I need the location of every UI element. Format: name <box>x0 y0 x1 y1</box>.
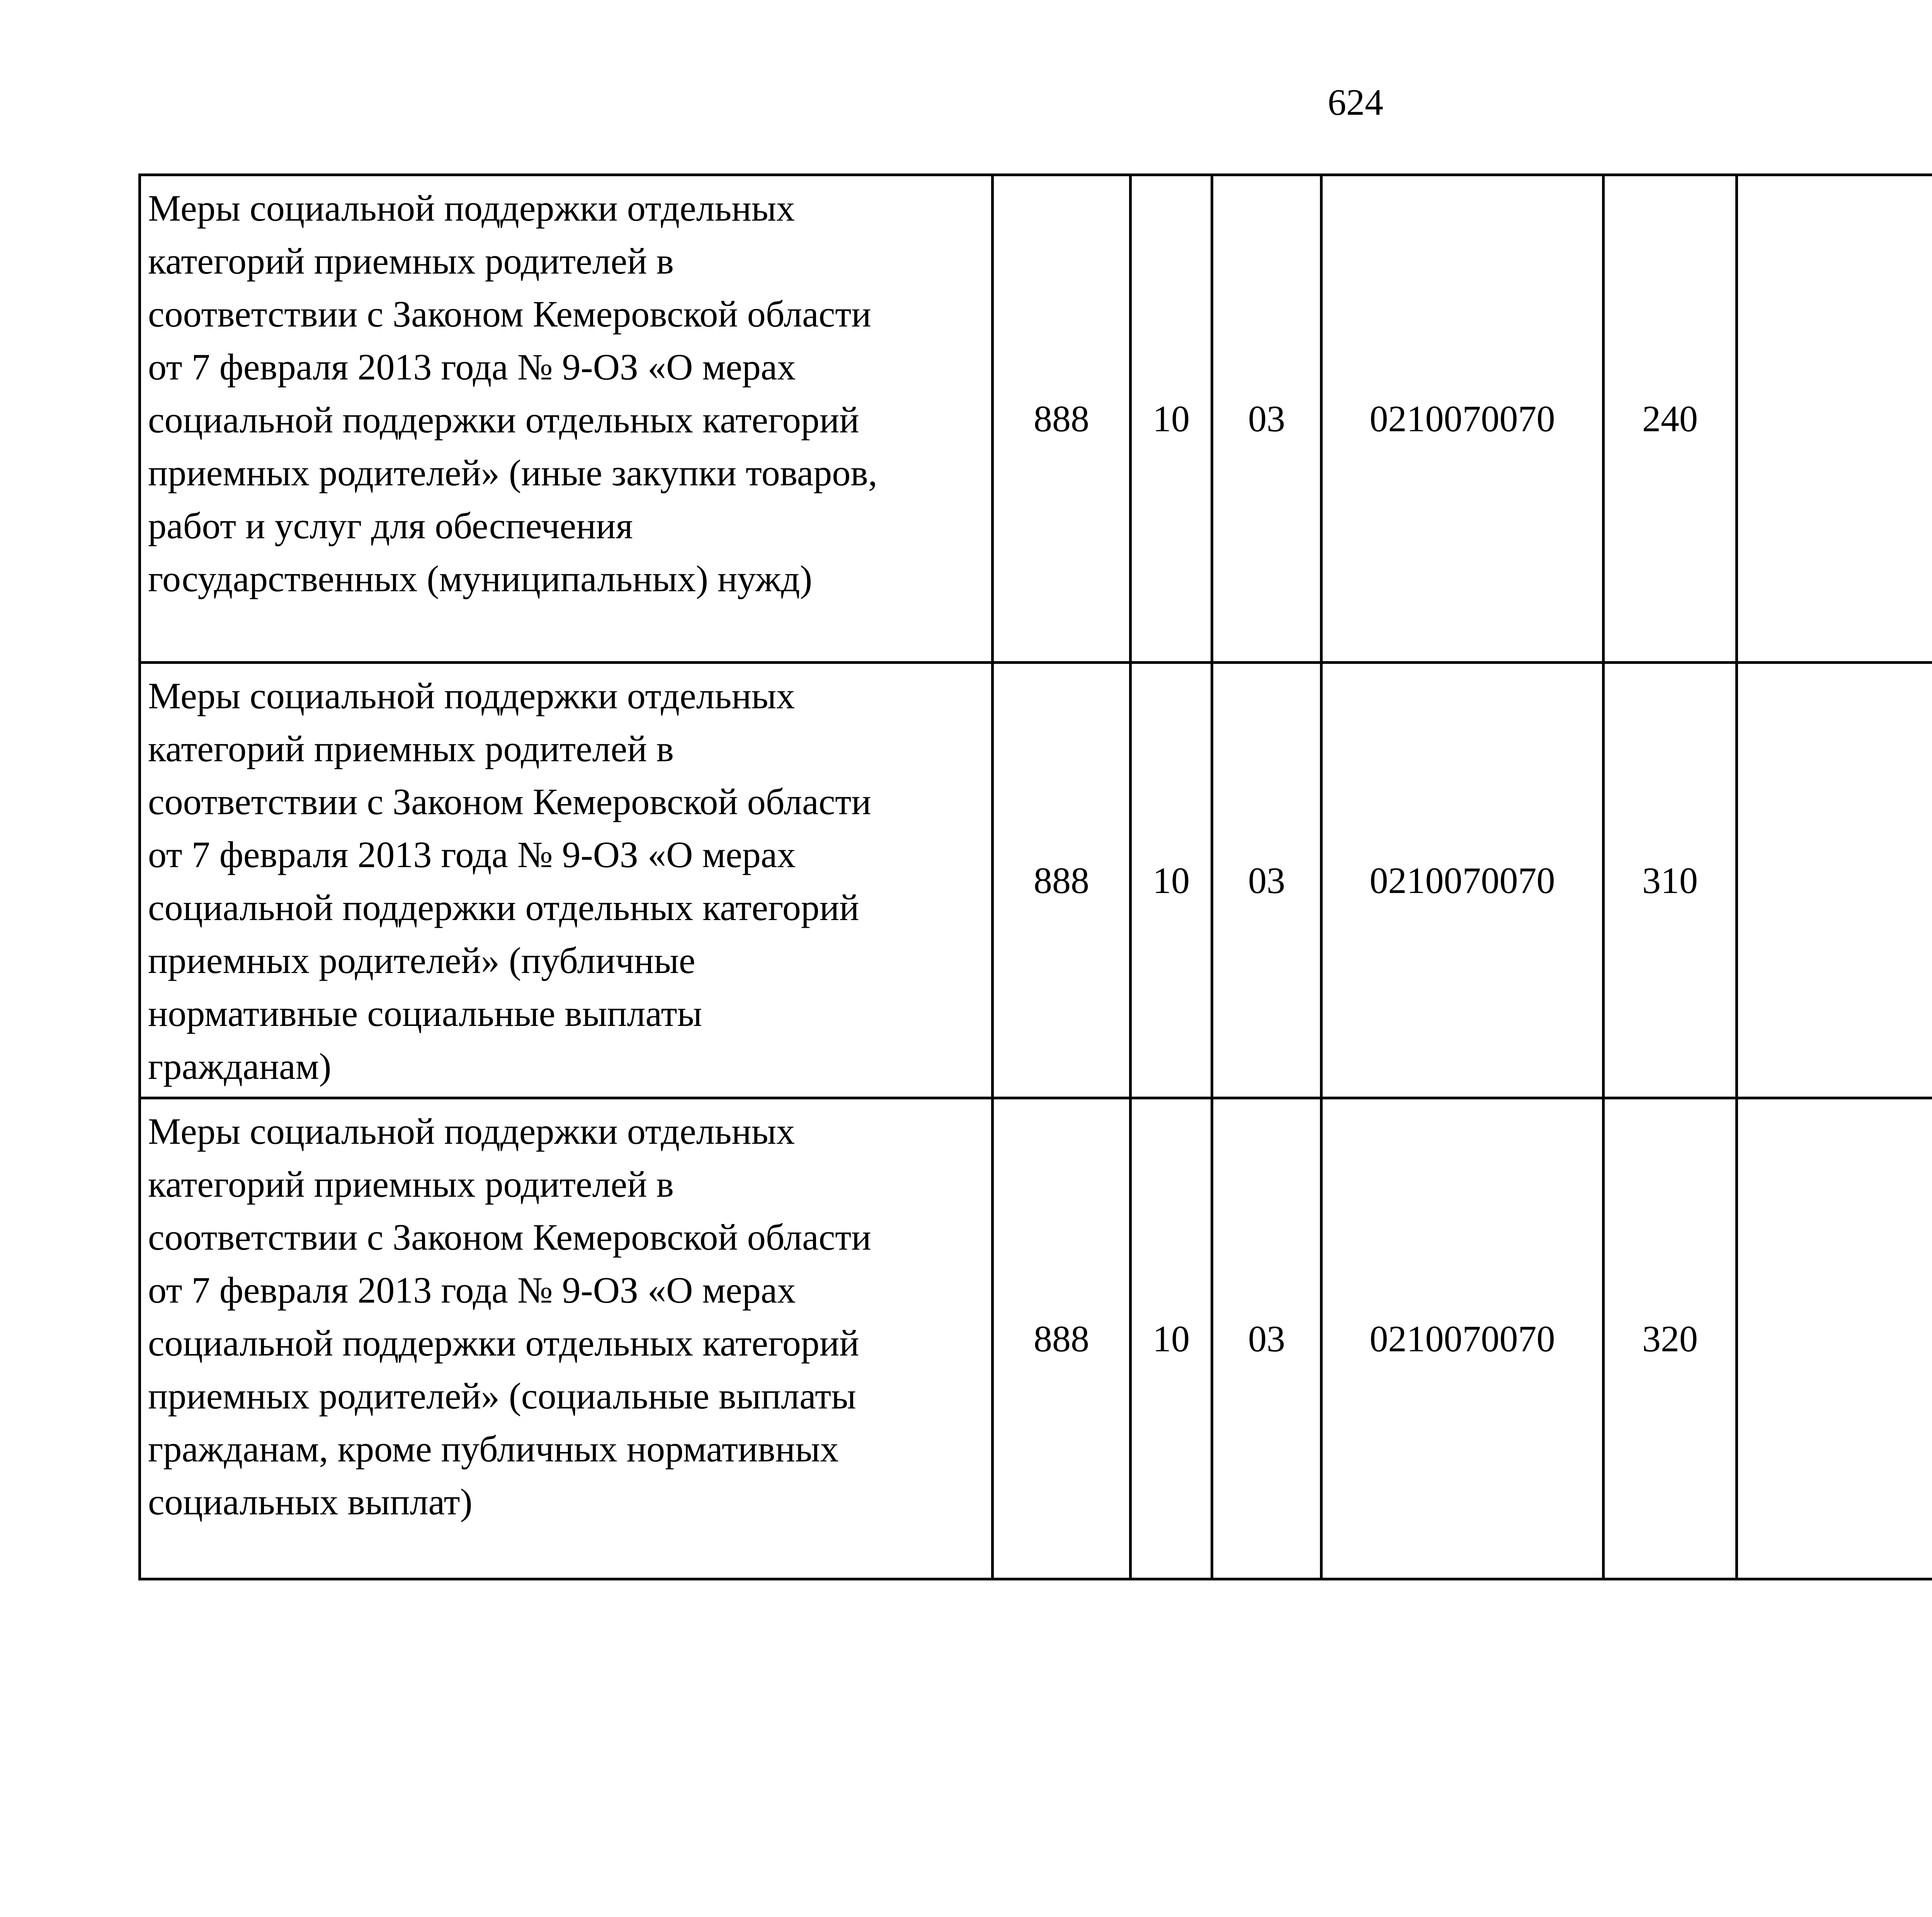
section-code-cell: 10 <box>1131 1098 1212 1579</box>
table-row <box>140 1098 1932 1579</box>
expense-type-cell: 310 <box>1604 663 1737 1098</box>
subsection-code-cell: 03 <box>1212 663 1321 1098</box>
table-row <box>140 663 1932 1098</box>
section-code-cell: 10 <box>1131 175 1212 663</box>
target-article-cell: 0210070070 <box>1321 663 1604 1098</box>
target-article-cell: 0210070070 <box>1321 1098 1604 1579</box>
amount-cell-1 <box>1737 1098 1932 1579</box>
table-row <box>140 175 1932 663</box>
expense-name-cell: Меры социальной поддержки отдельных категорий приемных родителей в соответствии с Законом Кемеровской области от 7 февраля 2013 года № 9-ОЗ «О мерах социальной поддержки отдельных категорий приемных родителей» (публичные нормативные социальные выплаты гражданам) <box>140 663 993 1098</box>
expense-type-cell: 240 <box>1604 175 1737 663</box>
ministry-code-cell: 888 <box>993 175 1131 663</box>
page-number: 624 <box>1328 82 1383 123</box>
section-code-cell: 10 <box>1131 663 1212 1098</box>
expense-type-cell: 320 <box>1604 1098 1737 1579</box>
ministry-code-cell: 888 <box>993 1098 1131 1579</box>
subsection-code-cell: 03 <box>1212 175 1321 663</box>
budget-table <box>138 173 1932 1580</box>
expense-name-cell: Меры социальной поддержки отдельных категорий приемных родителей в соответствии с Законом Кемеровской области от 7 февраля 2013 года № 9-ОЗ «О мерах социальной поддержки отдельных категорий приемных родителей» (иные закупки товаров, работ и услуг для обеспечения государственных (муниципальных) нужд) <box>140 175 993 663</box>
amount-cell-1 <box>1737 663 1932 1098</box>
subsection-code-cell: 03 <box>1212 1098 1321 1579</box>
expense-name-cell: Меры социальной поддержки отдельных категорий приемных родителей в соответствии с Законом Кемеровской области от 7 февраля 2013 года № 9-ОЗ «О мерах социальной поддержки отдельных категорий приемных родителей» (социальные выплаты гражданам, кроме публичных нормативных социальных выплат) <box>140 1098 993 1579</box>
target-article-cell: 0210070070 <box>1321 175 1604 663</box>
amount-cell-1 <box>1737 175 1932 663</box>
ministry-code-cell: 888 <box>993 663 1131 1098</box>
